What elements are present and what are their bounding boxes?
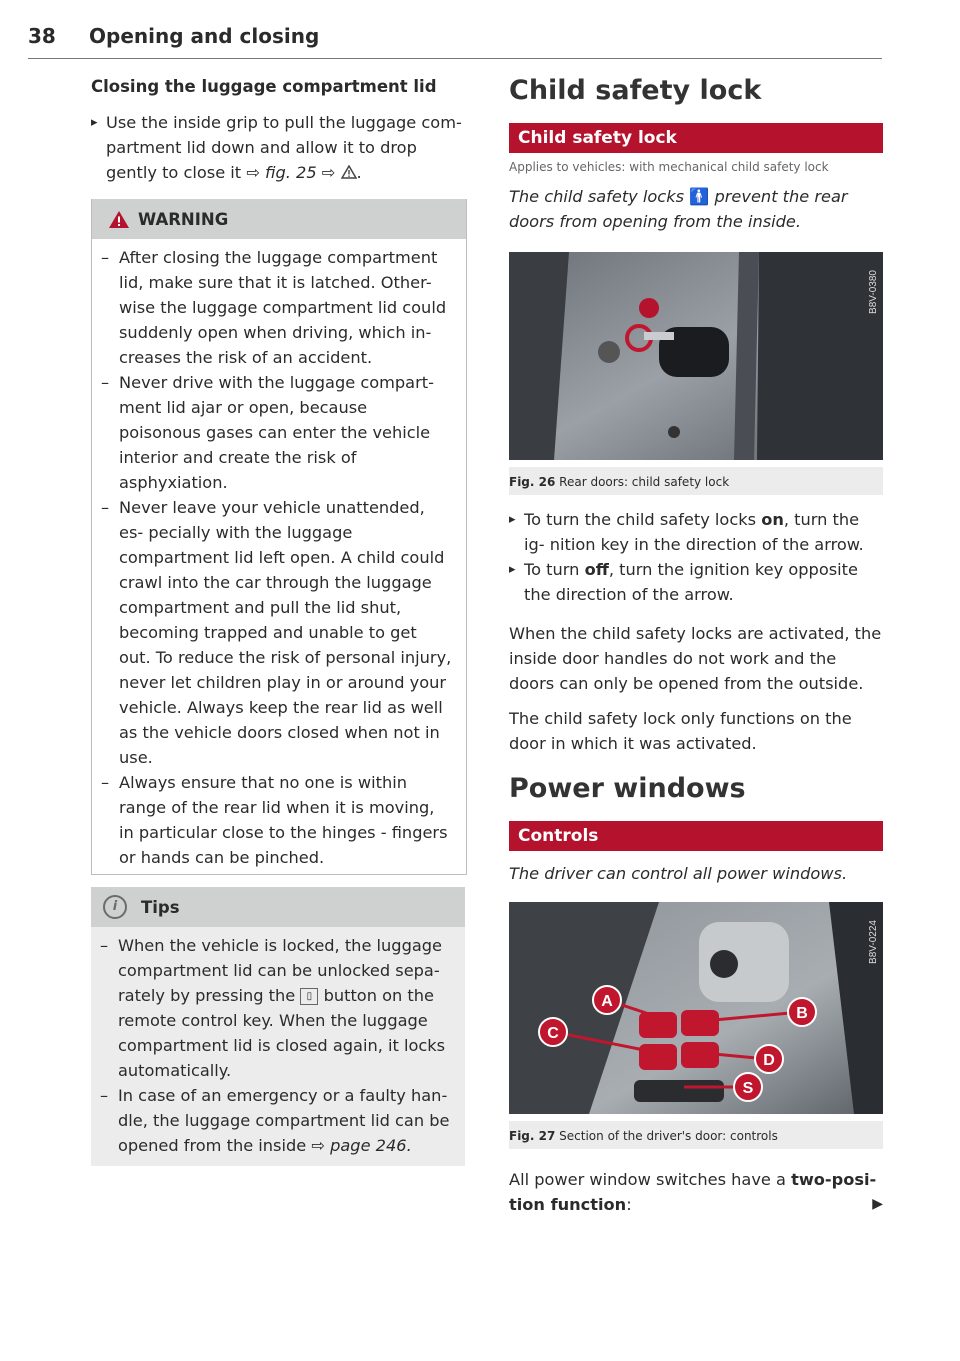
title-power-windows: Power windows <box>509 773 746 804</box>
instruction-step: ▸ Use the inside grip to pull the luggage com- partment lid down and allow it to drop gently to close it ⇨ fig. 25 ⇨ . <box>91 110 465 185</box>
callout-c <box>539 1018 567 1046</box>
paragraph: When the child safety locks are activated, the inside door handles do not work and the doors can only be opened from the outside. <box>509 624 882 693</box>
callout-label: S <box>742 1080 754 1097</box>
callout-label: B <box>796 1005 808 1022</box>
warning-item: – Never drive with the luggage compart- ment lid ajar or open, because poisonous gases can enter the vehicle interior and create the risk of asphyxiation. <box>92 370 452 495</box>
left-column <box>91 72 465 1166</box>
figure-26 <box>509 252 883 495</box>
power-window-controls-photo <box>509 902 883 1114</box>
info-icon: i <box>103 895 127 919</box>
page-number: 38 <box>28 24 56 48</box>
subhead-controls: Controls <box>509 821 883 851</box>
figure-label: Fig. 27 <box>509 1129 556 1143</box>
figure-caption <box>509 1121 883 1149</box>
step-text: , turn the ignition key opposite the direction of the arrow. <box>524 560 858 604</box>
figure-code: B8V-0380 <box>868 270 879 314</box>
lead-text: The driver can control all power windows. <box>509 864 848 883</box>
tips-box <box>91 887 465 1166</box>
step-text: To turn <box>524 560 580 579</box>
page-header <box>28 24 882 59</box>
lead-text-part: prevent the rear doors from opening from the inside. <box>509 187 848 231</box>
tips-title: Tips <box>141 897 180 917</box>
paragraph-emph: two-posi- tion function <box>509 1170 877 1214</box>
paragraph-two-position <box>509 1167 883 1217</box>
step-off <box>509 557 883 607</box>
warning-item: – Always ensure that no one is within range of the rear lid when it is moving, in particular close to the hinges - fingers or hands can be pinched. <box>92 770 452 870</box>
trunk-button-icon: ▯ <box>300 988 318 1005</box>
tips-item <box>91 933 453 1083</box>
figure-27 <box>509 902 883 1149</box>
subhead-child-safety-lock: Child safety lock <box>509 123 883 153</box>
warning-list <box>92 239 466 874</box>
step-emph: on <box>761 510 784 529</box>
callout-s <box>734 1073 762 1101</box>
child-icon: 🚹 <box>689 187 710 206</box>
step-text: , turn the ig- nition key in the direction of the arrow. <box>524 510 864 554</box>
figure-label: Fig. 26 <box>509 475 556 489</box>
figure-code: B8V-0224 <box>868 920 879 964</box>
continue-arrow-icon: ▶ <box>872 1196 883 1212</box>
heading-closing-lid: Closing the luggage compartment lid <box>91 77 437 96</box>
callout-d <box>755 1045 783 1073</box>
tips-header <box>91 887 465 927</box>
tips-text: When the vehicle is locked, the luggage compartment lid can be unlocked sepa- rately by pressing the <box>118 936 443 1005</box>
warning-item: – Never leave your vehicle unattended, es- pecially with the luggage compartment lid left open. A child could crawl into the car through the luggage compartment and pull the lid shut, becoming trapped and unable to get out. To reduce the risk of personal injury, never let children play in or around your vehicle. Always keep the rear lid as well as the vehicle doors closed when not in use. <box>92 495 452 770</box>
warning-header <box>92 199 466 239</box>
warning-triangle-icon <box>108 210 130 229</box>
paragraph-text: : <box>626 1195 632 1214</box>
warning-title: WARNING <box>138 209 229 229</box>
warning-item: – After closing the luggage compartment lid, make sure that it is latched. Other- wise the luggage compartment lid could suddenly open when driving, which in- creases the risk of an accident. <box>92 245 452 370</box>
tips-text: button on the remote control key. When the luggage compartment lid is closed again, it locks automatically. <box>118 986 446 1080</box>
right-column <box>509 72 883 1217</box>
tips-text: In case of an emergency or a faulty han- dle, the luggage compartment lid can be opened from the inside <box>118 1086 450 1155</box>
paragraph-text: All power window switches have a <box>509 1170 786 1189</box>
figure-caption-text: Section of the driver's door: controls <box>559 1129 778 1143</box>
section-title: Opening and closing <box>89 24 320 48</box>
tips-list <box>91 927 465 1166</box>
figure-caption <box>509 467 883 495</box>
warning-box <box>91 199 467 875</box>
step-emph: off <box>584 560 609 579</box>
figure-caption-text: Rear doors: child safety lock <box>559 475 730 489</box>
lead-text-part: The child safety locks <box>509 187 685 206</box>
tips-item <box>91 1083 453 1158</box>
callout-label: D <box>763 1052 775 1069</box>
step-text: To turn the child safety locks <box>524 510 757 529</box>
child-lock-photo <box>509 252 883 460</box>
warning-triangle-icon <box>341 165 357 179</box>
title-child-safety-lock: Child safety lock <box>509 75 762 106</box>
callout-label: A <box>601 993 613 1010</box>
instruction-ref[interactable]: ⇨ fig. 25 ⇨ <box>246 163 336 182</box>
callout-label: C <box>547 1025 559 1042</box>
callout-a <box>593 986 621 1014</box>
callout-b <box>788 998 816 1026</box>
step-on <box>509 507 883 557</box>
instruction-text: Use the inside grip to pull the luggage com- partment lid down and allow it to drop gently to close it <box>106 113 462 182</box>
lead-text <box>509 184 883 234</box>
applies-note: Applies to vehicles: with mechanical child safety lock <box>509 160 829 174</box>
paragraph: The child safety lock only functions on the door in which it was activated. <box>509 709 852 753</box>
page-ref-link[interactable]: ⇨ page 246. <box>311 1136 412 1155</box>
